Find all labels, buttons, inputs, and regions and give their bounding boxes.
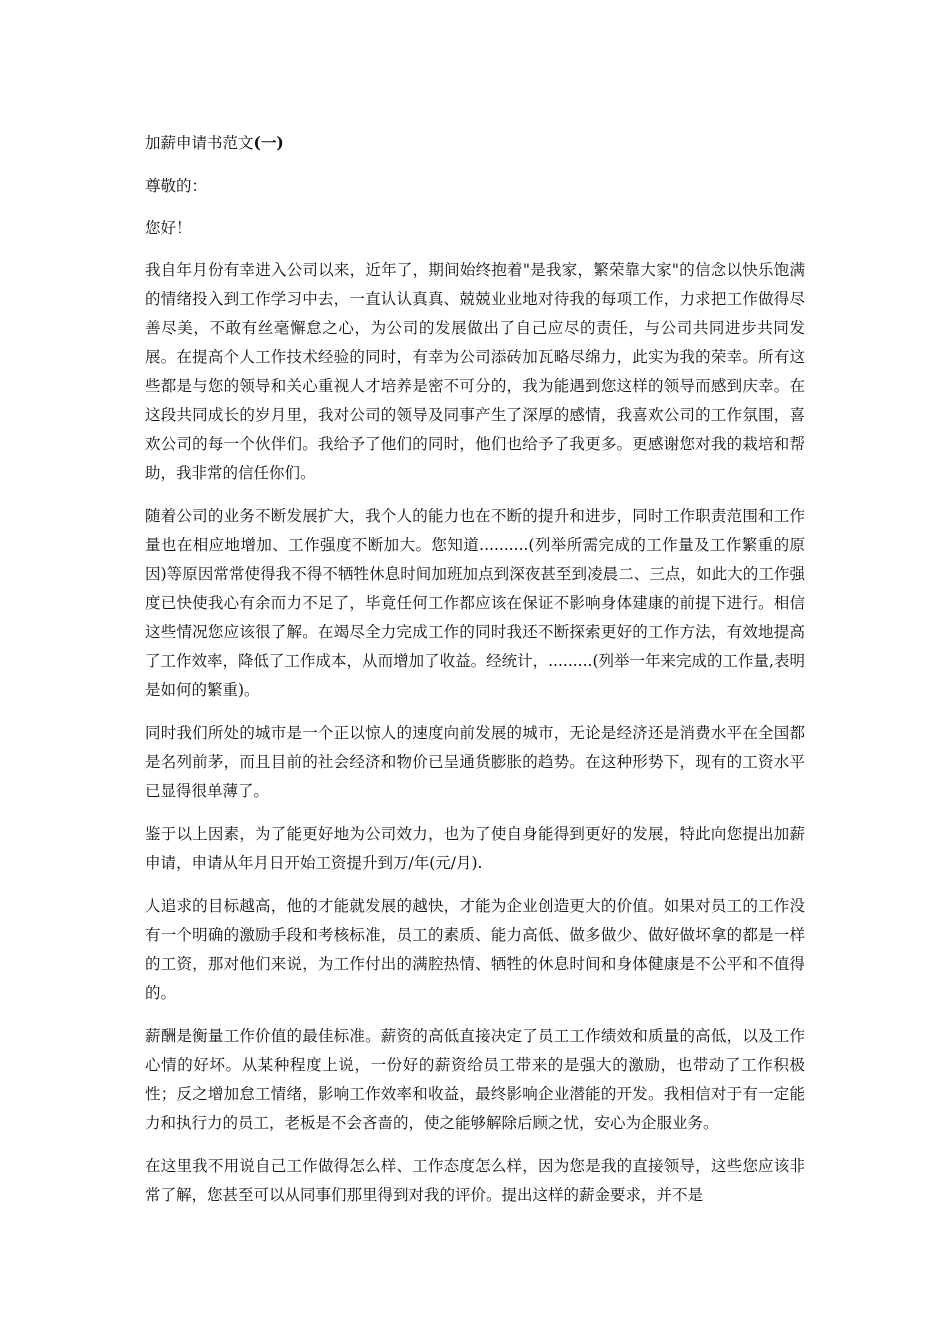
paragraph-1: 我自年月份有幸进入公司以来，近年了，期间始终抱着"是我家，繁荣靠大家"的信念以快乐饱满的情绪投入到工作学习中去，一直认认真真、兢兢业业地对待我的每项工作，力求把工作做得尽善尽美，不敢有丝毫懈怠之心，为公司的发展做出了自己应尽的责任，与公司共同进步共同发展。在提高个人工作技术经验的同时，有幸为公司添砖加瓦略尽绵力，此实为我的荣幸。所有这些都是与您的领导和关心重视人才培养是密不可分的，我为能遇到您这样的领导而感到庆幸。在这段共同成长的岁月里，我对公司的领导及同事产生了深厚的感情，我喜欢公司的工作氛围，喜欢公司的每一个伙伴们。我给予了他们的同时，他们也给予了我更多。更感谢您对我的栽培和帮助，我非常的信任你们。 xyxy=(145,261,805,482)
salutation: 尊敬的： xyxy=(145,177,208,195)
document-body xyxy=(145,128,805,1224)
paragraph-6: 薪酬是衡量工作价值的最佳标准。薪资的高低直接决定了员工工作绩效和质量的高低，以及工作心情的好坏。从某种程度上说，一份好的薪资给员工带来的是强大的激励，也带动了工作积极性；反之增加怠工情绪，影响工作效率和收益，最终影响企业潜能的开发。我相信对于有一定能力和执行力的员工，老板是不会吝啬的，使之能够解除后顾之忧，安心为企服业务。 xyxy=(145,1027,805,1132)
paragraph-4: 鉴于以上因素，为了能更好地为公司效力，也为了使自身能得到更好的发展，特此向您提出加薪申请，申请从年月日开始工资提升到万/年(元/月). xyxy=(145,825,805,872)
paragraph-5: 人追求的目标越高，他的才能就发展的越快，才能为企业创造更大的价值。如果对员工的工作没有一个明确的激励手段和考核标准，员工的素质、能力高低、做多做少、做好做坏拿的都是一样的工资，那对他们来说，为工作付出的满腔热情、牺牲的休息时间和身体健康是不公平和不值得的。 xyxy=(145,897,805,1002)
paragraph-7: 在这里我不用说自己工作做得怎么样、工作态度怎么样，因为您是我的直接领导，这些您应该非常了解，您甚至可以从同事们那里得到对我的评价。提出这样的薪金要求，并不是 xyxy=(145,1157,805,1204)
paragraph-3: 同时我们所处的城市是一个正以惊人的速度向前发展的城市，无论是经济还是消费水平在全国都是名列前茅，而且目前的社会经济和物价已呈通货膨胀的趋势。在这种形势下，现有的工资水平已显得很单薄了。 xyxy=(145,724,805,800)
title-text: 加薪申请书范文 xyxy=(145,134,254,152)
greeting: 您好！ xyxy=(145,219,192,237)
paragraph-2: 随着公司的业务不断发展扩大，我个人的能力也在不断的提升和进步，同时工作职责范围和工作量也在相应地增加、工作强度不断加大。您知道..........(列举所需完成的工作量及工作繁重的原因)等原因常常使得我不得不牺牲休息时间加班加点到深夜甚至到凌晨二、三点，如此大的工作强度已快使我心有余而力不足了，毕竟任何工作都应该在保证不影响身体建康的前提下进行。相信这些情况您应该很了解。在竭尽全力完成工作的同时我还不断探索更好的工作方法，有效地提高了工作效率，降低了工作成本，从而增加了收益。经统计，.........(列举一年来完成的工作量,表明是如何的繁重)。 xyxy=(145,507,805,699)
title-suffix: (一) xyxy=(253,133,284,152)
document-title xyxy=(145,128,805,158)
